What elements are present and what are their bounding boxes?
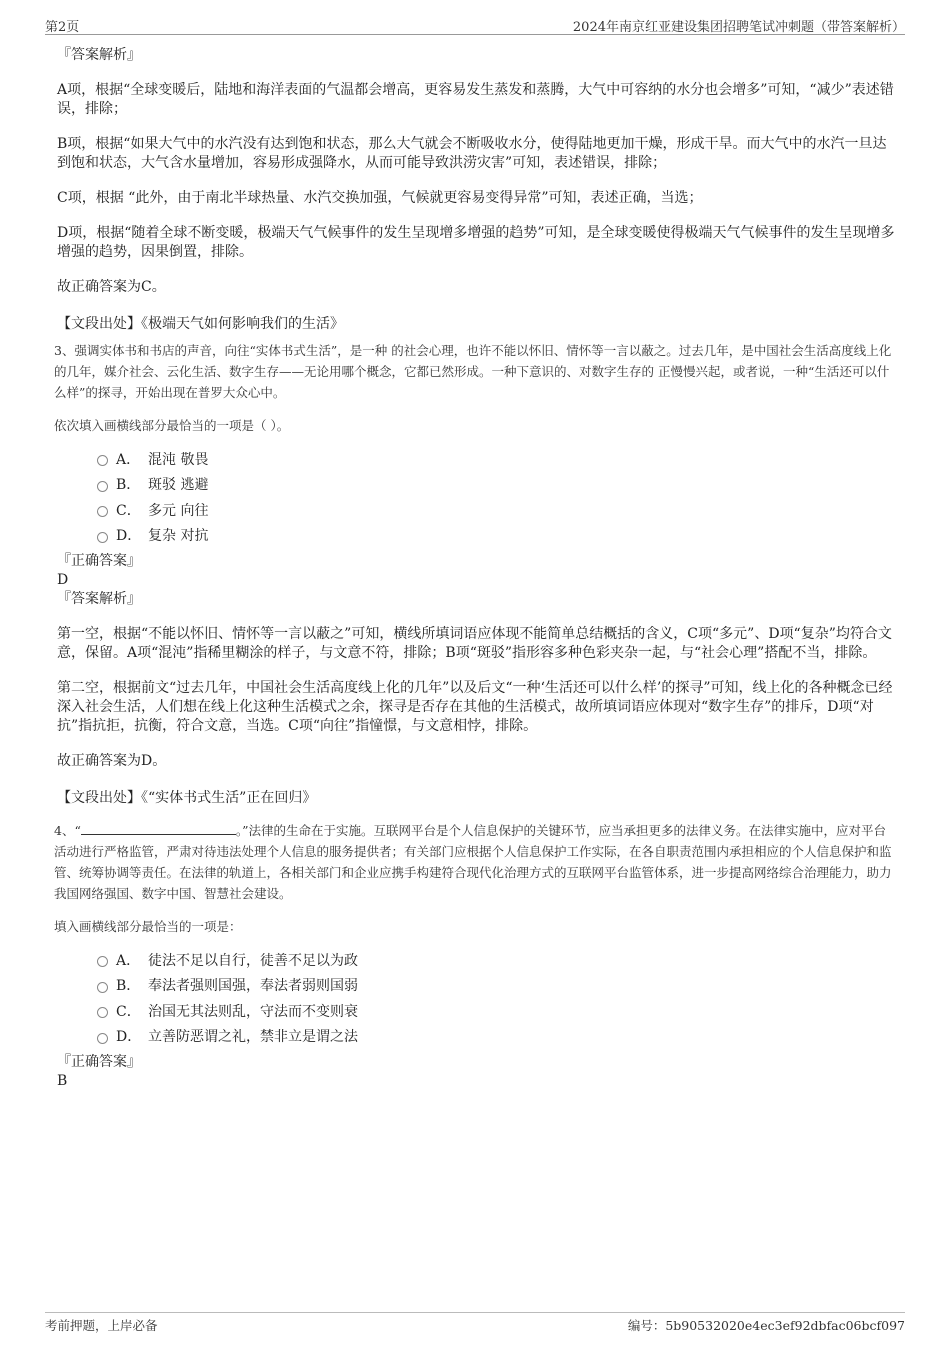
q2-analysis-label: 『答案解析』 [57,47,141,63]
q3-answer-label: 『正确答案』 [57,553,141,569]
radio-button[interactable] [97,506,108,517]
q3-option-d[interactable]: D． 复杂 对抗 [97,523,897,549]
q3-answer: D [57,572,69,588]
q3-analysis-1: 第一空，根据“不能以怀旧、情怀等一言以蔽之”可知，横线所填词语应体现不能简单总结概括的含义，C项“多元”、D项“复杂”均符合文意，保留。A项“混沌”指稀里糊涂的样子，与文意不符，排除；B项“斑驳”指形容多种色彩夹杂一起，与“社会心理”搭配不当，排除。 [57,626,892,661]
q4-option-b[interactable]: B． 奉法者强则国强，奉法者弱则国弱 [97,973,897,999]
radio-button[interactable] [97,455,108,466]
q3-source: 【文段出处】《“实体书式生活”正在回归》 [57,790,317,806]
q3-prompt: 依次填入画横线部分最恰当的一项是（ ）。 [54,418,290,433]
q2-analysis-b: B项，根据“如果大气中的水汽没有达到饱和状态，那么大气就会不断吸收水分，使得陆地更加干燥，形成干旱。而大气中的水汽一旦达到饱和状态，大气含水量增加，容易形成强降水，从而可能导致洪涝灾害”可知，表述错误，排除； [57,136,887,171]
q3-option-b[interactable]: B． 斑驳 逃避 [97,472,897,498]
radio-button[interactable] [97,1007,108,1018]
radio-button[interactable] [97,982,108,993]
q4-answer: B [57,1073,68,1089]
q3-analysis-label: 『答案解析』 [57,591,141,607]
radio-button[interactable] [97,1033,108,1044]
q3-option-a[interactable]: A． 混沌 敬畏 [97,446,897,472]
q4-answer-label: 『正确答案』 [57,1054,141,1070]
q4-option-c[interactable]: C． 治国无其法则乱，守法而不变则衰 [97,998,897,1024]
q2-analysis-c: C项，根据 “此外，由于南北半球热量、水汽交换加强，气候就更容易变得异常”可知，表述正确，当选； [57,190,703,206]
q4-option-d[interactable]: D． 立善防恶谓之礼，禁非立是谓之法 [97,1024,897,1050]
footer-slogan: 考前押题，上岸必备 [45,1318,158,1333]
q2-conclusion: 故正确答案为C。 [57,279,166,295]
fill-blank [81,822,236,835]
document-id: 编号：5b90532020e4ec3ef92dbfac06bcf097 [627,1318,905,1333]
radio-button[interactable] [97,956,108,967]
q4-options [97,947,897,1049]
q2-analysis-a: A项，根据“全球变暖后，陆地和海洋表面的气温都会增高，更容易发生蒸发和蒸腾，大气中可容纳的水分也会增多”可知，“减少”表述错误，排除； [57,82,894,117]
q4-prompt: 填入画横线部分最恰当的一项是： [54,919,242,934]
q4-stem: 4、“ 。”法律的生命在于实施。互联网平台是个人信息保护的关键环节，应当承担更多的法律义务。在法律实施中，应对平台活动进行严格监管，严肃对待违法处理个人信息的服务提供者；有关部门应根据个人信息保护工作实际，在各自职责范围内承担相应的个人信息保护和监管、统筹协调等责任。在法律的轨道上，各相关部门和企业应携手构建符合现代化治理方式的互联网平台监管体系，进一步提高网络综合治理能力，助力我国网络强国、数字中国、智慧社会建设。 [54,823,892,901]
q3-analysis-2: 第二空，根据前文“过去几年，中国社会生活高度线上化的几年”以及后文“一种‘生活还可以什么样’的探寻”可知，线上化的各种概念已经深入社会生活，人们想在线上化这种生活模式之余，探寻是否存在其他的生活模式，故所填词语应体现对“数字生存”的排斥，D项“对抗”指抗拒，抗衡，符合文意，当选。C项“向往”指憧憬，与文意相悖，排除。 [57,680,893,734]
q3-option-c[interactable]: C． 多元 向往 [97,497,897,523]
radio-button[interactable] [97,532,108,543]
q4-option-a[interactable]: A． 徒法不足以自行，徒善不足以为政 [97,947,897,973]
page-header [45,14,905,35]
page-number: 第2页 [45,20,80,35]
radio-button[interactable] [97,481,108,492]
q3-options [97,446,897,548]
q3-stem: 3、强调实体书和书店的声音，向往“实体书式生活”，是一种 的社会心理，也许不能以怀旧、情怀等一言以蔽之。过去几年，是中国社会生活高度线上化的几年，媒介社会、云化生活、数字生存——无论用哪个概念，它都已然形成。一种下意识的、对数字生存的 正慢慢兴起，或者说，一种“生活还可以什么样”的探寻，开始出现在普罗大众心中。 [54,343,892,400]
document-body [54,46,897,1091]
q2-analysis-d: D项，根据“随着全球不断变暖，极端天气气候事件的发生呈现增多增强的趋势”可知，是全球变暖使得极端天气气候事件的发生呈现增多增强的趋势，因果倒置，排除。 [57,225,895,260]
document-title: 2024年南京红亚建设集团招聘笔试冲刺题（带答案解析） [572,20,905,35]
page-footer [45,1312,905,1333]
q2-source: 【文段出处】《极端天气如何影响我们的生活》 [57,316,344,332]
q3-conclusion: 故正确答案为D。 [57,753,167,769]
